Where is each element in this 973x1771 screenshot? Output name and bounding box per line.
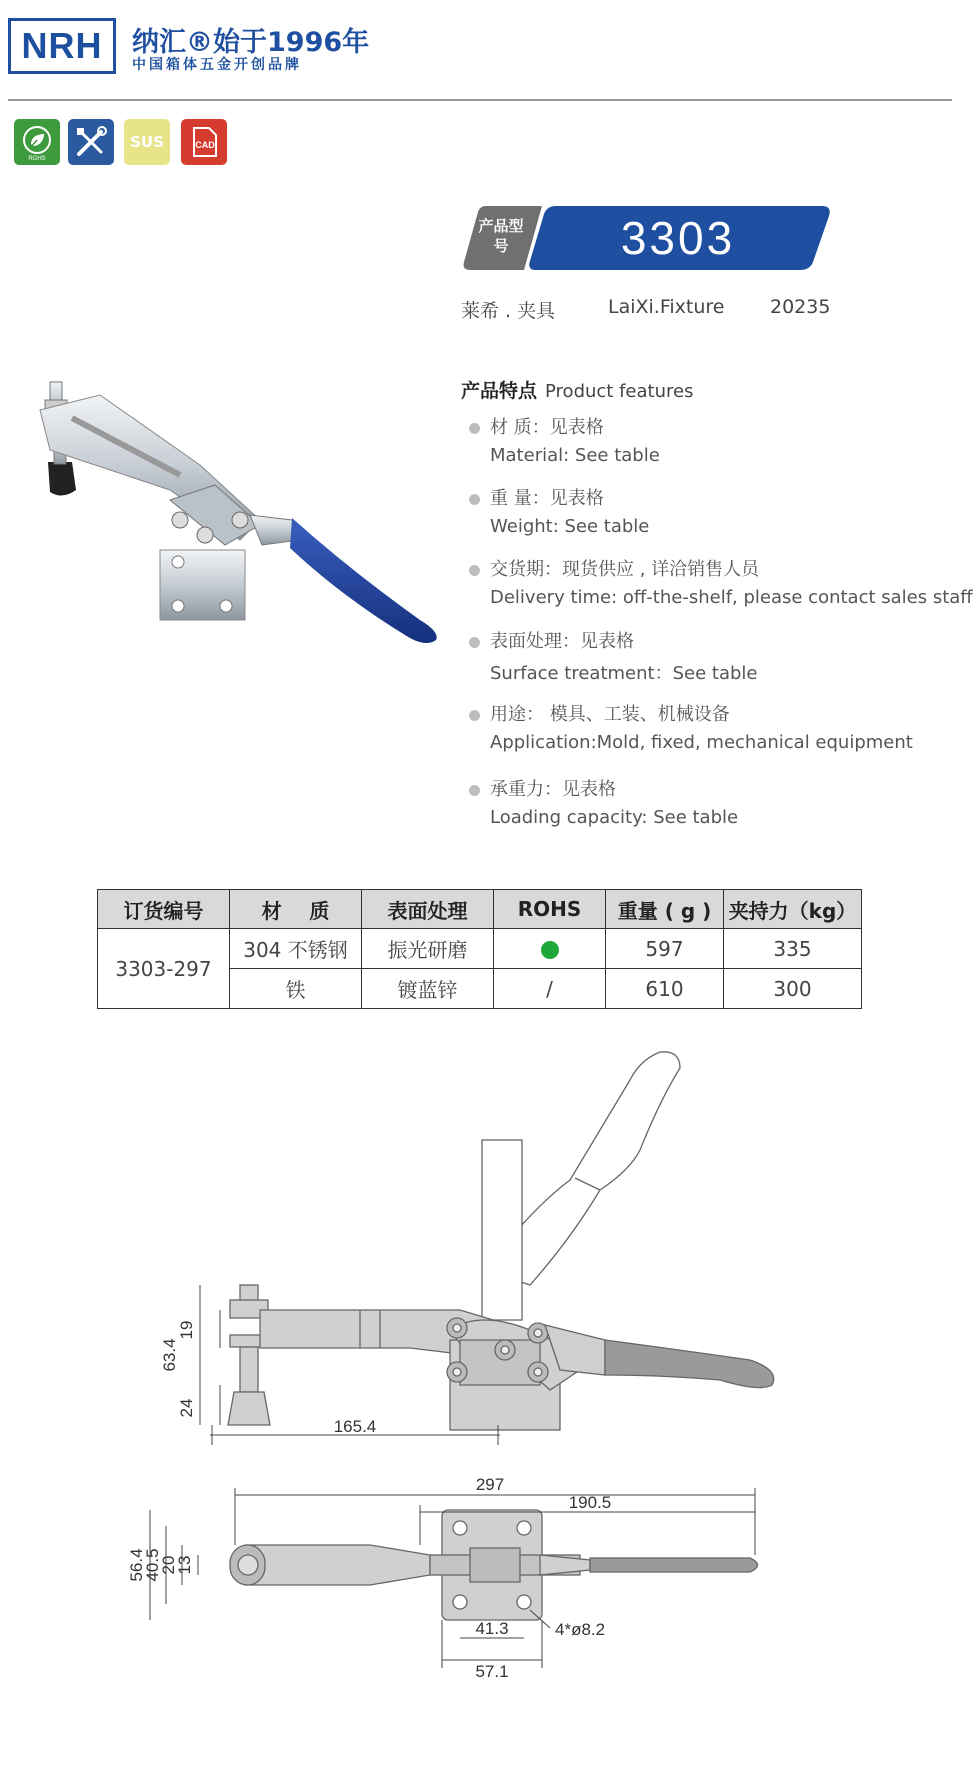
bullet-icon (469, 710, 480, 721)
badge-rohs-label: ROHS (28, 156, 46, 162)
dim-side-d3: 24 (177, 1398, 196, 1418)
feature-material-en: Material: See table (490, 445, 660, 466)
bullet-icon (469, 565, 480, 576)
brand-subtitle: 中国箱体五金开创品牌 (132, 57, 302, 73)
cell-force: 300 (724, 969, 862, 1009)
cell-surface: 振光研磨 (362, 929, 494, 969)
product-code: 20235 (770, 296, 831, 318)
bullet-icon (469, 785, 480, 796)
feature-delivery-en: Delivery time: off-the-shelf, please contact sales staff (490, 587, 973, 608)
cell-weight: 597 (606, 929, 724, 969)
product-model-number: 3303 (620, 212, 736, 264)
cell-material: 304 不锈钢 (230, 929, 362, 969)
brand-title: 纳汇®始于1996年 (132, 27, 370, 58)
header-order-no: 订货编号 (98, 890, 230, 929)
header-rohs: ROHS (494, 890, 606, 929)
product-name-cn: 莱希 . 夹具 (461, 300, 556, 322)
feature-delivery-cn: 交货期：现货供应 , 详洽销售人员 (490, 559, 760, 580)
feature-loading-en: Loading capacity: See table (490, 807, 739, 828)
dim-side-d2: 63.4 (160, 1338, 179, 1372)
cell-material: 铁 (230, 969, 362, 1009)
table-header-row (98, 890, 862, 929)
side-view-drawing (160, 1040, 840, 1450)
feature-application-en: Application:Mold, fixed, mechanical equipment (490, 732, 913, 753)
top-view-drawing (127, 1450, 830, 1690)
cell-rohs: / (494, 969, 606, 1009)
dim-top-h3: 20 (159, 1555, 178, 1575)
rohs-green-dot-icon (541, 941, 559, 959)
feature-surface-en: Surface treatment：See table (490, 663, 758, 684)
cell-force: 335 (724, 929, 862, 969)
header-surface: 表面处理 (362, 890, 494, 929)
dim-side-d4: 165.4 (333, 1417, 377, 1436)
cell-order-no: 3303-297 (98, 929, 230, 1009)
tools-icon (68, 119, 114, 165)
cell-surface: 镀蓝锌 (362, 969, 494, 1009)
feature-weight-cn: 重 量：见表格 (490, 488, 604, 509)
model-tag-label: 产品型号 (478, 217, 524, 255)
feature-weight-en: Weight: See table (490, 516, 650, 537)
dim-top-h1: 56.4 (127, 1548, 146, 1582)
bullet-icon (469, 494, 480, 505)
features-title-en: Product features (545, 381, 694, 402)
header-force: 夹持力（kg） (724, 890, 862, 929)
bullet-icon (469, 637, 480, 648)
cell-rohs (494, 929, 606, 969)
dim-top-base1: 41.3 (475, 1619, 509, 1638)
product-name-en: LaiXi.Fixture (608, 296, 725, 318)
dim-top-h2: 40.5 (143, 1548, 162, 1582)
spec-table (97, 889, 862, 1009)
badge-sus-label: SUS (130, 133, 164, 151)
nrh-logo (8, 18, 116, 74)
product-photo (0, 370, 460, 720)
dim-top-base2: 57.1 (475, 1662, 509, 1681)
dim-top-h4: 13 (175, 1555, 194, 1575)
header-material: 材 质 (230, 890, 362, 929)
eco-leaf-icon (14, 119, 60, 165)
badge-cad-label: CAD (195, 140, 215, 150)
features-title-cn: 产品特点 (461, 380, 538, 402)
dim-top-holes: 4*ø8.2 (555, 1620, 606, 1639)
features-heading (461, 376, 693, 403)
feature-loading-cn: 承重力：见表格 (490, 779, 616, 800)
logo-text: NRH (21, 25, 103, 66)
header-weight: 重量 ( g ) (606, 890, 724, 929)
cad-file-icon (181, 119, 227, 165)
feature-surface-cn: 表面处理：见表格 (490, 631, 634, 652)
header-divider (8, 99, 952, 101)
table-row (98, 929, 862, 969)
dim-top-total: 297 (475, 1475, 505, 1494)
dim-top-arm: 190.5 (568, 1493, 612, 1512)
dim-side-d1: 19 (177, 1320, 196, 1340)
feature-material-cn: 材 质：见表格 (490, 417, 604, 438)
cell-weight: 610 (606, 969, 724, 1009)
bullet-icon (469, 423, 480, 434)
sus-text-icon (124, 119, 170, 165)
feature-application-cn: 用途： 模具、工装、机械设备 (490, 704, 730, 725)
